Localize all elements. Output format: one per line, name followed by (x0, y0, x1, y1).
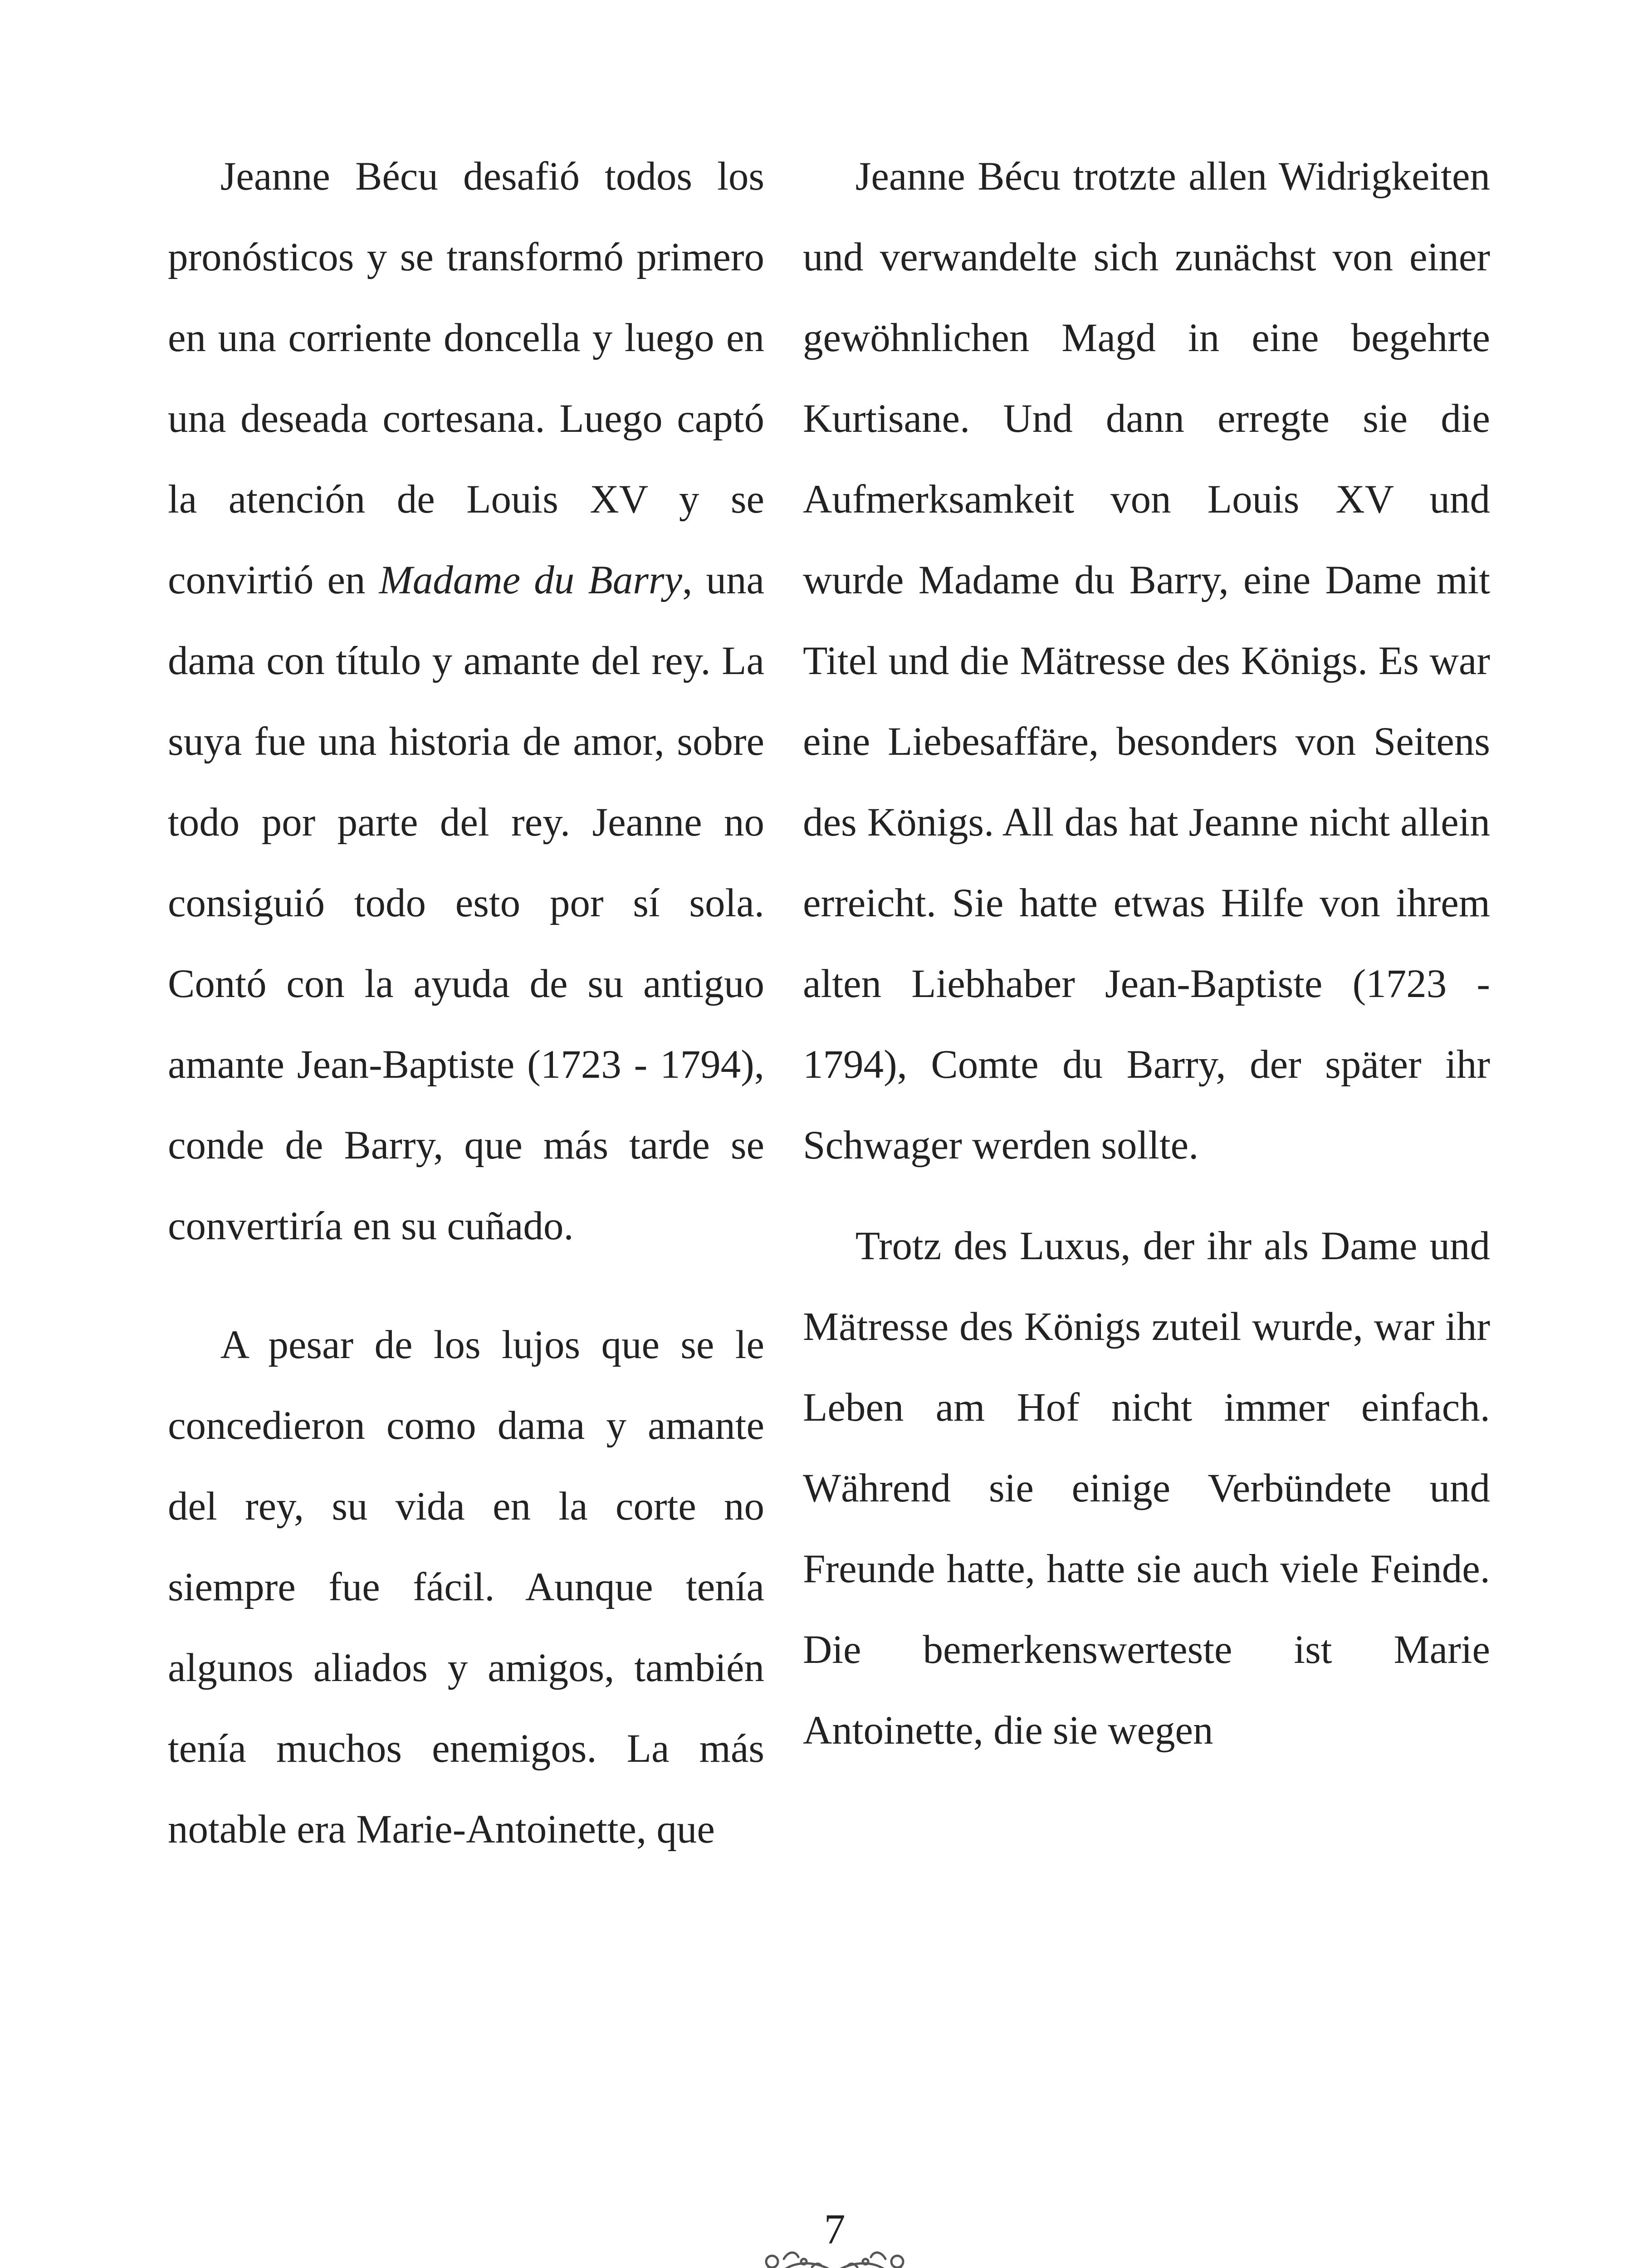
spanish-paragraph-1-start: Jeanne Bécu desafió todos los pronósticos y se transformó primero en una corriente doncella y luego en una deseada cortesana. Luego captó la atención de Louis XV y se convirtió en (168, 154, 764, 602)
spanish-title-emphasis: Madame du Barry (379, 558, 683, 602)
german-paragraph-2: Trotz des Luxus, der ihr als Dame und Mätresse des Königs zuteil wurde, war ihr Leben am Hof nicht immer einfach. Während sie einige Verbündete und Freunde hatte, hatte sie auch viele Feinde. Die bemerkenswerteste ist Marie Antoinette, die sie wegen (803, 1224, 1490, 1753)
spanish-paragraph-1 (168, 136, 764, 1266)
spanish-paragraph-2: A pesar de los lujos que se le concedieron como dama y amante del rey, su vida en la corte no siempre fue fácil. Aunque tenía algunos aliados y amigos, también tenía muchos enemigos. La más notable era Marie-Antoinette, que (168, 1323, 764, 1852)
german-column (803, 136, 1490, 1771)
german-paragraph-1: Jeanne Bécu trotzte allen Widrigkeiten und verwandelte sich zunächst von einer gewöhnlichen Magd in eine begehrte Kurtisane. Und dann erregte sie die Aufmerksamkeit von Louis XV und wurde Madame du Barry, eine Dame mit Titel und die Mätresse des Königs. Es war eine Liebesaffäre, besonders von Seitens des Königs. All das hat Jeanne nicht allein erreicht. Sie hatte etwas Hilfe von ihrem alten Liebhaber Jean-Baptiste (1723 - 1794), Comte du Barry, der später ihr Schwager werden sollte. (803, 154, 1490, 1168)
page-number: 7 (824, 2206, 846, 2253)
spanish-paragraph-1-end: , una dama con título y amante del rey. La suya fue una historia de amor, sobre todo por parte del rey. Jeanne no consiguió todo esto por sí sola. Contó con la ayuda de su antiguo amante Jean-Baptiste (1723 - 1794), conde de Barry, que más tarde se convertiría en su cuñado. (168, 558, 764, 1248)
page-footer (744, 2206, 925, 2268)
spanish-column (168, 136, 764, 1870)
